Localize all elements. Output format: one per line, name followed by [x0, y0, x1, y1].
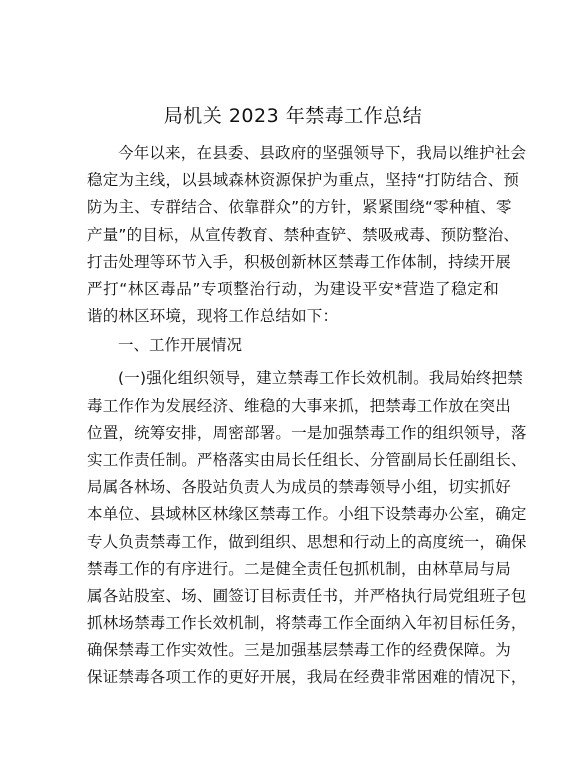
paragraph-line: 谐的林区环境，现将工作总结如下：: [87, 307, 339, 325]
paragraph-line: 确保禁毒工作实效性。三是加强基层禁毒工作的经费保障。为: [87, 641, 511, 659]
section-heading: 一、工作开展情况: [118, 336, 243, 354]
paragraph-line: 实工作责任制。严格落实由局长任组长、分管副局长任副组长、: [87, 451, 527, 469]
paragraph-line: 本单位、县域林区林缘区禁毒工作。小组下设禁毒办公室，确定: [87, 505, 527, 523]
document-title: 局机关 2023 年禁毒工作总结: [163, 105, 423, 127]
paragraph-line: 打击处理等环节入手，积极创新林区禁毒工作体制，持续开展: [87, 253, 511, 271]
paragraph-line: 产量”的目标，从宣传教育、禁种查铲、禁吸戒毒、预防整治、: [87, 226, 520, 244]
paragraph-line: 属各站股室、场、圃签订目标责任书，并严格执行局党组班子包: [87, 587, 527, 605]
paragraph-line: 专人负责禁毒工作，做到组织、思想和行动上的高度统一，确保: [87, 533, 527, 551]
paragraph-line: (一)强化组织领导，建立禁毒工作长效机制。我局始终把禁: [118, 369, 523, 387]
paragraph-line: 保证禁毒各项工作的更好开展，我局在经费非常困难的情况下，: [87, 668, 527, 686]
paragraph-line: 严打“林区毒品”专项整治行动，为建设平安*营造了稳定和: [87, 280, 499, 298]
paragraph-line: 位置，统筹安排，周密部署。一是加强禁毒工作的组织领导，落: [87, 424, 527, 442]
paragraph-line: 禁毒工作的有序进行。二是健全责任包抓机制，由林草局与局: [87, 560, 511, 578]
paragraph-line: 抓林场禁毒工作长效机制，将禁毒工作全面纳入年初目标任务，: [87, 614, 527, 632]
paragraph-line: 局属各林场、各股站负责人为成员的禁毒领导小组，切实抓好: [87, 478, 511, 496]
paragraph-line: 今年以来，在县委、县政府的坚强领导下，我局以维护社会: [118, 144, 527, 162]
paragraph-line: 稳定为主线，以县域森林资源保护为重点，坚持“打防结合、预: [87, 171, 520, 189]
paragraph-line: 防为主、专群结合、依靠群众”的方针，紧紧围绕“零种植、零: [87, 198, 512, 216]
paragraph-line: 毒工作作为发展经济、维稳的大事来抓，把禁毒工作放在突出: [87, 397, 511, 415]
